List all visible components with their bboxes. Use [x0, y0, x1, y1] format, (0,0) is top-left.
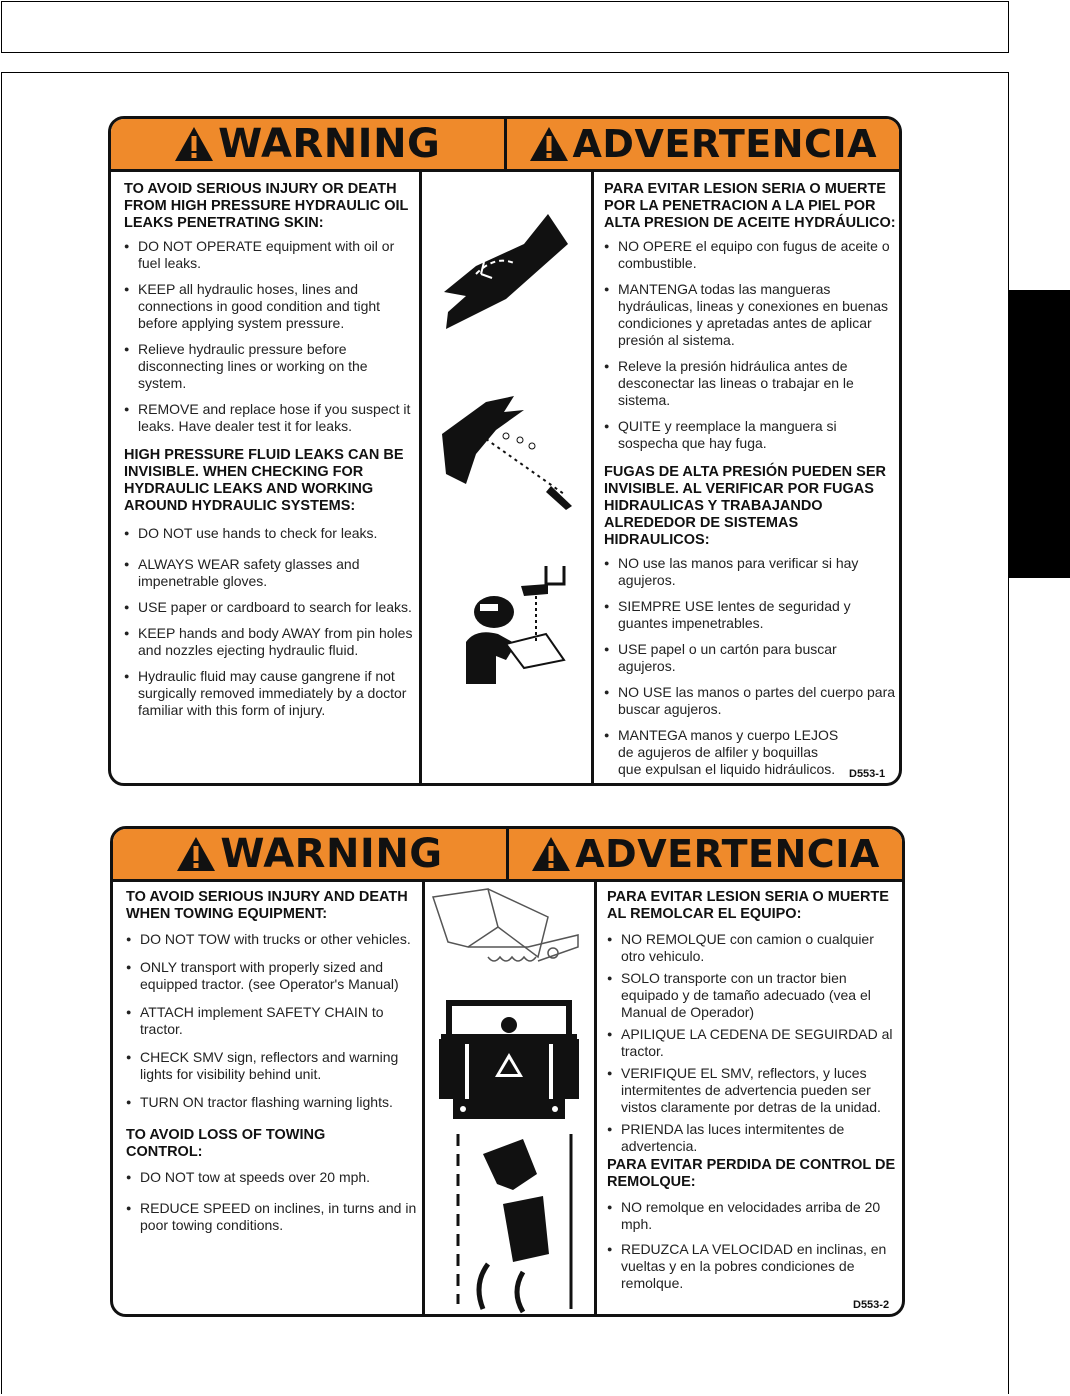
bullet-item: ● ATTACH implement SAFETY CHAIN to tractor.	[126, 1004, 418, 1038]
decal-code: D553-1	[849, 768, 886, 780]
header-warning	[111, 119, 504, 169]
section-heading: TO AVOID LOSS OF TOWING CONTROL:	[126, 1127, 326, 1160]
decal-header	[113, 829, 902, 882]
advertencia-label: ADVERTENCIA	[575, 832, 880, 876]
warning-label: WARNING	[220, 831, 443, 877]
decal-code: D553-2	[853, 1299, 890, 1311]
bullet-item: ● NO REMOLQUE con camion o cualquier otro vehiculo.	[607, 931, 901, 965]
advertencia-label: ADVERTENCIA	[572, 122, 877, 166]
bullet-item: ● ALWAYS WEAR safety glasses and impenetrable gloves.	[124, 556, 414, 590]
bullet-item: ● DO NOT tow at speeds over 20 mph.	[126, 1169, 418, 1186]
spray-hand-icon	[436, 394, 576, 514]
warning-label: WARNING	[218, 121, 441, 167]
english-text	[124, 181, 414, 728]
decal-header	[111, 119, 899, 172]
bullet-item: ● SIEMPRE USE lentes de seguridad y guantes impenetrables.	[604, 598, 896, 632]
towing-warning-decal	[110, 826, 905, 1317]
bullet-item: ● SOLO transporte con un tractor bien equipado y de tamaño adecuado (vea el Manual de Operador)	[607, 970, 901, 1021]
section-heading: FUGAS DE ALTA PRESIÓN PUEDEN SER INVISIBLE. AL VERIFICAR POR FUGAS HIDRAULICAS Y TRABAJANDO ALREDEDOR DE SISTEMAS HIDRAULICOS:	[604, 464, 886, 548]
alert-triangle-icon	[174, 126, 214, 162]
section-heading: PARA EVITAR LESION SERIA O MUERTE POR LA PENETRACION A LA PIEL POR ALTA PRESION DE ACEITE HYDRÁULICO:	[604, 181, 896, 231]
bullet-item: ● NO OPERE el equipo con fugus de aceite o combustible.	[604, 238, 896, 272]
bullet-item: ● KEEP all hydraulic hoses, lines and connections in good condition and tight before applying system pressure.	[124, 281, 414, 332]
bullet-item: ● NO USE las manos o partes del cuerpo para buscar agujeros.	[604, 684, 896, 718]
bullet-item: ● DO NOT OPERATE equipment with oil or fuel leaks.	[124, 238, 414, 272]
bullet-item: ● REDUCE SPEED on inclines, in turns and in poor towing conditions.	[126, 1200, 418, 1234]
bullet-item: ● DO NOT use hands to check for leaks.	[124, 525, 414, 542]
alert-triangle-icon	[531, 836, 571, 872]
cardboard-leak-check-icon	[436, 564, 576, 694]
bullet-item: ● VERIFIQUE EL SMV, reflectors, y luces intermitentes de advertencia pueden ser vistos claramente por detras de la unidad.	[607, 1065, 901, 1116]
bullet-item: ● Relieve hydraulic pressure before disconnecting lines or working on the system.	[124, 341, 414, 392]
section-heading: TO AVOID SERIOUS INJURY OR DEATH FROM HIGH PRESSURE HYDRAULIC OIL LEAKS PENETRATING SKIN:	[124, 181, 409, 231]
english-text	[126, 889, 418, 1243]
spanish-text	[607, 889, 901, 1301]
bullet-item: ● Hydraulic fluid may cause gangrene if not surgically removed immediately by a doctor familiar with this form of injury.	[124, 668, 414, 719]
bullet-item: ● MANTENGA todas las mangueras hydráulicas, lineas y conexiones en buenas condiciones y apretadas antes de aplicar presión al sistema.	[604, 281, 896, 349]
section-heading: PARA EVITAR PERDIDA DE CONTROL DE REMOLQUE:	[607, 1157, 896, 1190]
header-advertencia	[506, 829, 902, 879]
bullet-item: ● DO NOT TOW with trucks or other vehicles.	[126, 931, 418, 948]
hitch-chain-icon	[428, 887, 588, 987]
bullet-item: ● CHECK SMV sign, reflectors and warning lights for visibility behind unit.	[126, 1049, 418, 1083]
bullet-item: ● PRIENDA las luces intermitentes de advertencia.	[607, 1121, 901, 1155]
alert-triangle-icon	[176, 836, 216, 872]
bullet-item: ● USE paper or cardboard to search for leaks.	[124, 599, 414, 616]
spanish-text	[604, 181, 896, 786]
bullet-item: ● NO use las manos para verificar si hay agujeros.	[604, 555, 896, 589]
bullet-item: ● KEEP hands and body AWAY from pin holes and nozzles ejecting hydraulic fluid.	[124, 625, 414, 659]
hydraulic-warning-decal	[108, 116, 902, 786]
bullet-item: ● NO remolque en velocidades arriba de 20 mph.	[607, 1199, 901, 1233]
column-divider	[591, 169, 594, 783]
column-divider	[594, 879, 597, 1314]
hydraulic-leak-hand-icon	[436, 204, 576, 344]
bullet-item: ● TURN ON tractor flashing warning lights.	[126, 1094, 418, 1111]
page-header-box	[1, 1, 1009, 53]
bullet-item: ● REDUZCA LA VELOCIDAD en inclinas, en vueltas y en la pobres condiciones de remolque.	[607, 1241, 901, 1292]
bullet-item: ● REMOVE and replace hose if you suspect it leaks. Have dealer test it for leaks.	[124, 401, 414, 435]
header-warning	[113, 829, 506, 879]
bullet-item: ● Releve la presión hidráulica antes de desconectar las lineas o trabajar en le sistema.	[604, 358, 896, 409]
alert-triangle-icon	[529, 126, 569, 162]
bullet-item: ● QUITE y reemplace la manguera si sospecha que hay fuga.	[604, 418, 896, 452]
section-tab	[1009, 290, 1070, 578]
column-divider	[422, 879, 425, 1314]
bullet-item: ● MANTEGA manos y cuerpo LEJOS de agujeros de alfiler y boquillas que expulsan el liquido hidráulicos.	[604, 727, 843, 778]
towing-turn-icon	[453, 1134, 583, 1314]
bullet-item: ● USE papel o un cartón para buscar agujeros.	[604, 641, 896, 675]
column-divider	[419, 169, 422, 783]
section-heading: PARA EVITAR LESION SERIA O MUERTE AL REMOLCAR EL EQUIPO:	[607, 889, 889, 922]
header-advertencia	[504, 119, 900, 169]
bullet-item: ● APILIQUE LA CEDENA DE SEGUIRDAD al tractor.	[607, 1026, 901, 1060]
section-heading: TO AVOID SERIOUS INJURY AND DEATH WHEN TOWING EQUIPMENT:	[126, 889, 408, 922]
tractor-smv-icon	[439, 999, 579, 1124]
section-heading: HIGH PRESSURE FLUID LEAKS CAN BE INVISIBLE. WHEN CHECKING FOR HYDRAULIC LEAKS AND WORKING AROUND HYDRAULIC SYSTEMS:	[124, 447, 404, 514]
bullet-item: ● ONLY transport with properly sized and equipped tractor. (see Operator's Manual)	[126, 959, 418, 993]
